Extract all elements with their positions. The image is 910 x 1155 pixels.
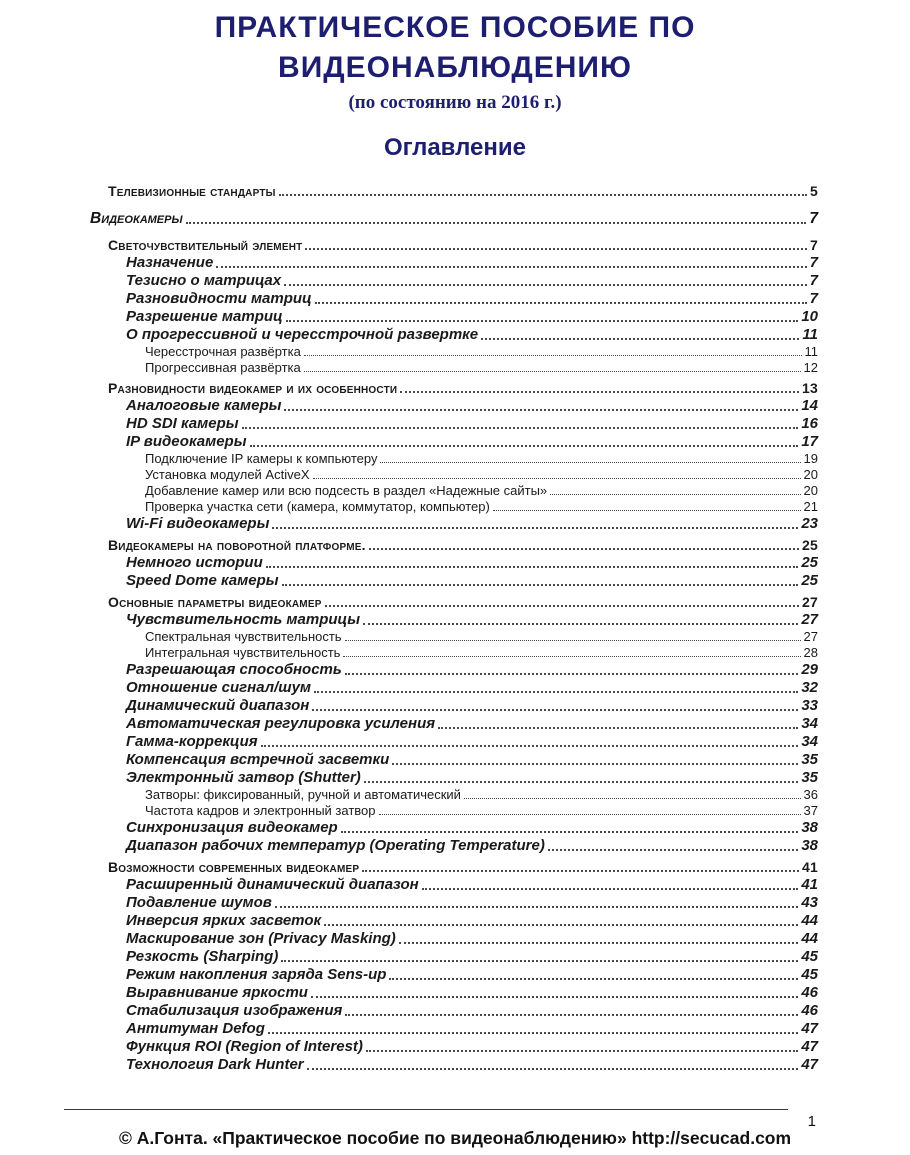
toc-leader-dots xyxy=(366,1050,798,1052)
toc-leader-dots xyxy=(286,320,799,322)
toc-entry xyxy=(90,714,818,732)
toc-entry-page: 21 xyxy=(803,499,818,515)
toc-entry-page: 27 xyxy=(801,611,818,629)
toc-entry xyxy=(90,732,818,750)
toc-entry-label: HD SDI камеры xyxy=(126,415,239,433)
toc-entry-label: Проверка участка сети (камера, коммутатор, компьютер) xyxy=(145,499,490,515)
toc-leader-dots xyxy=(186,222,807,224)
toc-leader-dots xyxy=(282,584,799,586)
toc-entry xyxy=(90,1001,818,1019)
toc-entry-page: 46 xyxy=(801,1002,818,1020)
toc-entry-label: Аналоговые камеры xyxy=(126,397,282,415)
toc-entry-page: 7 xyxy=(809,272,818,290)
toc-entry-label: Выравнивание яркости xyxy=(126,984,308,1002)
toc-entry xyxy=(90,610,818,628)
document-subtitle: (по состоянию на 2016 г.) xyxy=(348,92,562,113)
toc-leader-dots xyxy=(304,355,802,356)
toc-leader-dots xyxy=(493,510,801,511)
toc-entry-label: Разновидности видеокамер и их особенности xyxy=(108,380,398,397)
toc-leader-dots xyxy=(325,605,799,607)
footer-copyright: © А.Гонта. «Практическое пособие по видеонаблюдению» http://secucad.com xyxy=(118,1128,792,1148)
toc-entry-page: 20 xyxy=(803,483,818,499)
toc-entry-label: Расширенный динамический диапазон xyxy=(126,876,419,894)
toc-entry-page: 14 xyxy=(801,397,818,415)
toc-leader-dots xyxy=(315,302,807,304)
toc-leader-dots xyxy=(304,371,801,372)
toc-entry-label: Диапазон рабочих температур (Operating Temperature) xyxy=(126,837,545,855)
toc-entry-page: 36 xyxy=(803,787,818,803)
document-title-line2: ВИДЕОНАБЛЮДЕНИЮ xyxy=(278,51,632,84)
toc-entry-label: Добавление камер или всю подсесть в раздел «Надежные сайты» xyxy=(145,483,548,499)
toc-entry-label: Установка модулей ActiveX xyxy=(145,467,310,483)
toc-entry-page: 25 xyxy=(801,554,818,572)
toc-leader-dots xyxy=(242,427,799,429)
toc-leader-dots xyxy=(279,194,807,196)
toc-leader-dots xyxy=(305,248,807,250)
toc-entry-label: Видеокамеры на поворотной платформе. xyxy=(108,537,366,554)
toc-entry-label: Назначение xyxy=(126,254,214,272)
toc-entry-label: Разрешающая способность xyxy=(126,661,342,679)
toc-entry xyxy=(90,289,818,307)
toc-entry-label: IP видеокамеры xyxy=(126,433,247,451)
toc-entry xyxy=(90,875,818,893)
toc-entry-label: Возможности современных видеокамер xyxy=(108,859,360,876)
toc-entry-page: 34 xyxy=(801,715,818,733)
toc-entry-page: 11 xyxy=(802,326,818,344)
toc-entry xyxy=(90,181,818,199)
toc-entry-label: Подавление шумов xyxy=(126,894,272,912)
toc-entry-label: Wi-Fi видеокамеры xyxy=(126,515,270,533)
toc-entry xyxy=(90,857,818,875)
toc-entry-label: Функция ROI (Region of Interest) xyxy=(126,1038,363,1056)
toc-entry xyxy=(90,893,818,911)
toc-entry xyxy=(90,514,818,532)
toc-entry-page: 27 xyxy=(803,629,818,645)
toc-entry xyxy=(90,836,818,854)
page-number: 1 xyxy=(807,1113,816,1130)
toc-leader-dots xyxy=(275,906,798,908)
toc-entry xyxy=(90,818,818,836)
toc-entry-label: Спектральная чувствительность xyxy=(145,629,342,645)
toc-entry-page: 47 xyxy=(801,1038,818,1056)
toc-entry-page: 16 xyxy=(801,415,818,433)
toc-leader-dots xyxy=(345,673,799,675)
toc-entry-page: 7 xyxy=(809,254,818,272)
toc-entry-page: 11 xyxy=(804,344,818,360)
toc-leader-dots xyxy=(314,691,798,693)
toc-entry-label: Резкость (Sharping) xyxy=(126,948,279,966)
toc-entry xyxy=(90,983,818,1001)
toc-leader-dots xyxy=(481,338,799,340)
toc-entry xyxy=(90,414,818,432)
toc-leader-dots xyxy=(307,1068,799,1070)
toc-entry-page: 34 xyxy=(801,733,818,751)
toc-entry-label: Немного истории xyxy=(126,554,263,572)
toc-leader-dots xyxy=(550,494,800,495)
toc-entry-page: 25 xyxy=(802,537,818,554)
toc-entry-page: 13 xyxy=(802,380,818,397)
toc-entry xyxy=(90,802,818,818)
toc-entry xyxy=(90,450,818,466)
toc-entry-label: Чересстрочная развёртка xyxy=(145,344,301,360)
toc-entry xyxy=(90,929,818,947)
toc-entry-label: Режим накопления заряда Sens-up xyxy=(126,966,387,984)
toc-leader-dots xyxy=(216,266,806,268)
toc-leader-dots xyxy=(345,1014,798,1016)
toc-entry-page: 29 xyxy=(801,661,818,679)
toc-entry-label: Автоматическая регулировка усиления xyxy=(126,715,436,733)
toc-leader-dots xyxy=(379,814,801,815)
toc-entry-label: Инверсия ярких засветок xyxy=(126,912,322,930)
toc-entry-page: 35 xyxy=(801,769,818,787)
toc-leader-dots xyxy=(272,527,798,529)
toc-leader-dots xyxy=(422,888,799,890)
toc-entry xyxy=(90,660,818,678)
toc-entry xyxy=(90,535,818,553)
toc-entry xyxy=(90,750,818,768)
toc-leader-dots xyxy=(266,566,799,568)
toc-leader-dots xyxy=(400,391,799,393)
toc-entry xyxy=(90,466,818,482)
toc-leader-dots xyxy=(313,478,801,479)
toc-entry-label: Разрешение матриц xyxy=(126,308,283,326)
toc-entry-label: Видеокамеры xyxy=(90,209,183,227)
toc-entry xyxy=(90,253,818,271)
toc-entry-page: 7 xyxy=(809,209,818,227)
toc-entry-label: Телевизионные стандарты xyxy=(108,183,276,200)
toc-leader-dots xyxy=(363,623,798,625)
toc-leader-dots xyxy=(324,924,798,926)
toc-entry-label: Технология Dark Hunter xyxy=(126,1056,304,1074)
toc-entry xyxy=(90,696,818,714)
toc-entry-page: 38 xyxy=(801,837,818,855)
toc-entry-page: 47 xyxy=(801,1020,818,1038)
toc-leader-dots xyxy=(311,996,798,998)
toc-entry-page: 10 xyxy=(801,308,818,326)
toc-entry-label: Затворы: фиксированный, ручной и автоматический xyxy=(145,787,461,803)
toc-entry-page: 41 xyxy=(801,876,818,894)
toc-entry xyxy=(90,325,818,343)
toc-leader-dots xyxy=(362,870,799,872)
toc-entry-page: 17 xyxy=(801,433,818,451)
toc-entry-page: 45 xyxy=(801,948,818,966)
toc-entry xyxy=(90,965,818,983)
toc-entry-label: Компенсация встречной засветки xyxy=(126,751,390,769)
toc-leader-dots xyxy=(399,942,799,944)
toc-leader-dots xyxy=(392,763,798,765)
toc-entry-page: 38 xyxy=(801,819,818,837)
toc-entry xyxy=(90,482,818,498)
toc-leader-dots xyxy=(284,409,798,411)
toc-entry-page: 5 xyxy=(810,183,818,200)
toc-leader-dots xyxy=(380,462,800,463)
toc-entry xyxy=(90,592,818,610)
toc-entry-label: Основные параметры видеокамер xyxy=(108,594,322,611)
toc-entry xyxy=(90,768,818,786)
toc-entry-page: 27 xyxy=(802,594,818,611)
toc-entry-label: Маскирование зон (Privacy Masking) xyxy=(126,930,396,948)
toc-entry xyxy=(90,1019,818,1037)
toc-entry-page: 47 xyxy=(801,1056,818,1074)
toc-entry-label: Подключение IP камеры к компьютеру xyxy=(145,451,378,467)
toc-entry xyxy=(90,307,818,325)
toc-entry-label: Стабилизация изображения xyxy=(126,1002,343,1020)
toc-leader-dots xyxy=(464,798,801,799)
toc-entry-page: 46 xyxy=(801,984,818,1002)
toc-leader-dots xyxy=(312,709,798,711)
toc-entry xyxy=(90,498,818,514)
toc-entry xyxy=(90,628,818,644)
toc-entry-page: 35 xyxy=(801,751,818,769)
toc-leader-dots xyxy=(369,548,799,550)
toc-entry-page: 7 xyxy=(809,290,818,308)
toc-entry-page: 19 xyxy=(803,451,818,467)
toc-entry-page: 37 xyxy=(803,803,818,819)
toc-leader-dots xyxy=(364,781,799,783)
toc-entry xyxy=(90,343,818,359)
toc-leader-dots xyxy=(345,640,801,641)
toc-entry-label: Интегральная чувствительность xyxy=(145,645,341,661)
toc-entry-page: 44 xyxy=(801,912,818,930)
toc-leader-dots xyxy=(268,1032,798,1034)
toc-entry-page: 32 xyxy=(801,679,818,697)
toc-entry-page: 44 xyxy=(801,930,818,948)
toc-entry xyxy=(90,207,818,227)
toc-entry xyxy=(90,1037,818,1055)
toc-entry xyxy=(90,786,818,802)
toc-entry-page: 7 xyxy=(810,237,818,254)
toc-entry-page: 45 xyxy=(801,966,818,984)
toc-entry-page: 23 xyxy=(801,515,818,533)
toc-entry xyxy=(90,678,818,696)
toc-leader-dots xyxy=(284,284,807,286)
toc-entry-label: Антитуман Defog xyxy=(126,1020,265,1038)
toc-entry-page: 43 xyxy=(801,894,818,912)
toc-entry xyxy=(90,396,818,414)
toc-leader-dots xyxy=(341,831,799,833)
toc-entry xyxy=(90,378,818,396)
toc-entry-label: Прогрессивная развёртка xyxy=(145,360,301,376)
toc-entry xyxy=(90,359,818,375)
toc-entry-label: Синхронизация видеокамер xyxy=(126,819,338,837)
toc-entry-page: 12 xyxy=(803,360,818,376)
toc-entry xyxy=(90,432,818,450)
toc-entry xyxy=(90,644,818,660)
toc-entry-page: 20 xyxy=(803,467,818,483)
toc-leader-dots xyxy=(548,849,798,851)
document-title-line1: ПРАКТИЧЕСКОЕ ПОСОБИЕ ПО xyxy=(214,11,696,44)
toc-leader-dots xyxy=(281,960,798,962)
toc-leader-dots xyxy=(389,978,798,980)
toc-entry-label: О прогрессивной и чересстрочной развертке xyxy=(126,326,479,344)
toc-entry-label: Отношение сигнал/шум xyxy=(126,679,312,697)
toc-entry xyxy=(90,235,818,253)
toc-entry xyxy=(90,571,818,589)
toc-leader-dots xyxy=(343,656,800,657)
toc-entry-page: 28 xyxy=(803,645,818,661)
toc-entry xyxy=(90,271,818,289)
toc-entry-page: 41 xyxy=(802,859,818,876)
toc-entry xyxy=(90,947,818,965)
table-of-contents xyxy=(90,178,818,1073)
toc-entry-label: Светочувствительный элемент xyxy=(108,237,303,254)
toc-entry-label: Разновидности матриц xyxy=(126,290,312,308)
toc-entry-label: Тезисно о матрицах xyxy=(126,272,282,290)
toc-entry xyxy=(90,911,818,929)
toc-entry-page: 33 xyxy=(801,697,818,715)
toc-heading: Оглавление xyxy=(384,134,526,161)
toc-leader-dots xyxy=(261,745,799,747)
toc-entry-label: Гамма-коррекция xyxy=(126,733,258,751)
toc-leader-dots xyxy=(438,727,798,729)
toc-entry-page: 25 xyxy=(801,572,818,590)
toc-entry xyxy=(90,553,818,571)
toc-entry-label: Электронный затвор (Shutter) xyxy=(126,769,361,787)
toc-entry-label: Чувствительность матрицы xyxy=(126,611,361,629)
footer-divider xyxy=(64,1109,788,1110)
toc-entry xyxy=(90,1055,818,1073)
toc-leader-dots xyxy=(250,445,799,447)
toc-entry-label: Частота кадров и электронный затвор xyxy=(145,803,376,819)
toc-entry-label: Динамический диапазон xyxy=(126,697,310,715)
toc-entry-label: Speed Dome камеры xyxy=(126,572,279,590)
